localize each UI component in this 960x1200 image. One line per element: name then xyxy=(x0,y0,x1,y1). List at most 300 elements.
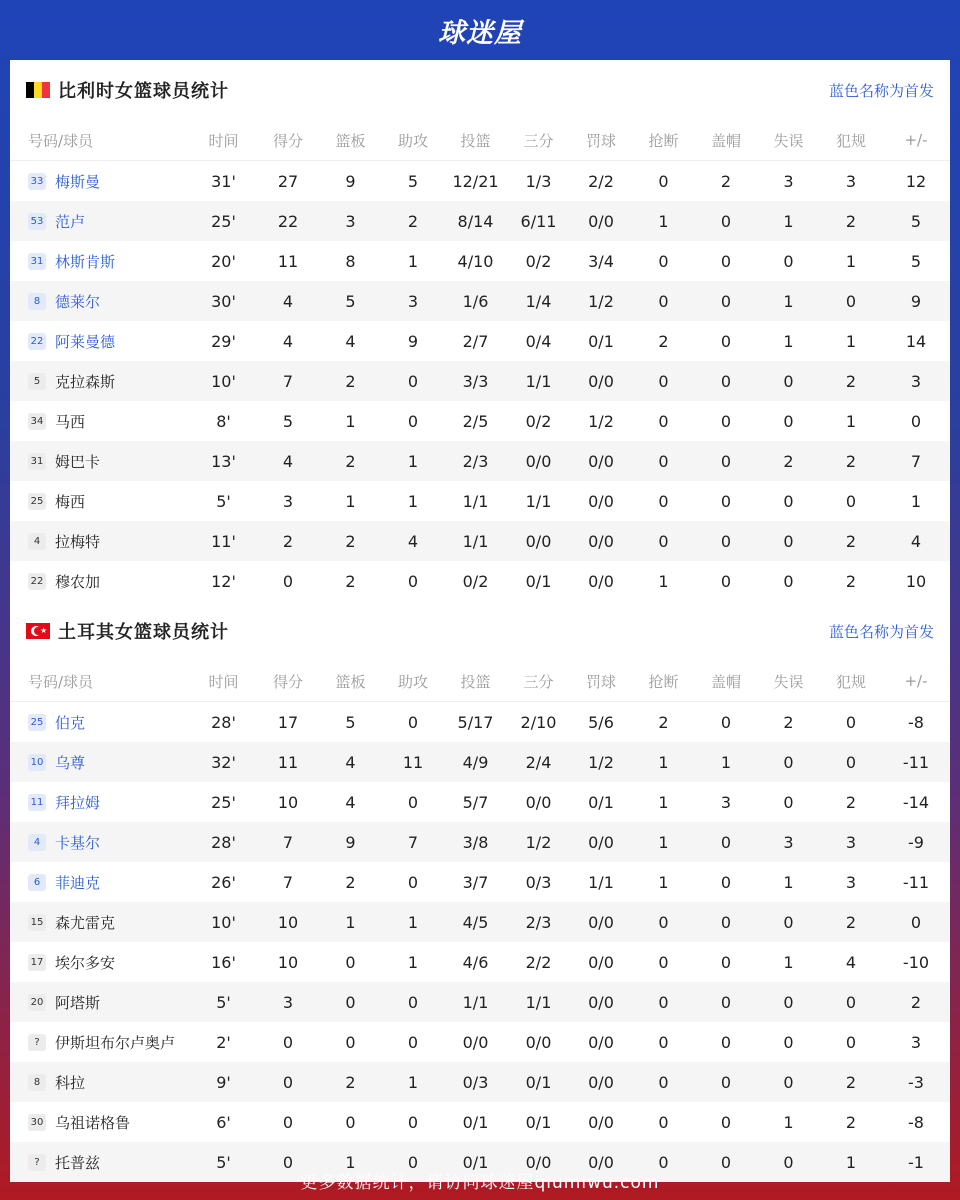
stat-cell: 0/0 xyxy=(570,441,632,481)
stat-cell: 10 xyxy=(257,902,319,942)
stat-cell: 0/1 xyxy=(588,792,614,812)
stat-cell: 7 xyxy=(257,822,319,862)
stat-cell: 1/1 xyxy=(525,491,552,511)
stat-cell: 0 xyxy=(345,952,356,972)
stat-cell: 0/0 xyxy=(588,571,614,591)
jersey-number-badge: 10 xyxy=(28,754,46,771)
stat-cell: 0 xyxy=(695,521,757,561)
stat-cell: 2 xyxy=(720,171,732,191)
stat-cell: 3 xyxy=(783,171,794,191)
player-cell xyxy=(10,481,190,521)
stat-cell: 8 xyxy=(345,251,356,271)
stat-cell: 2/3 xyxy=(507,902,570,942)
stat-cell: 0 xyxy=(783,1032,794,1052)
column-header: 投篮 xyxy=(444,661,507,702)
column-header: 罚球 xyxy=(570,120,632,161)
stat-cell: 1/3 xyxy=(525,171,552,191)
stat-cell: 0/0 xyxy=(570,201,632,241)
stat-cell: 1/1 xyxy=(444,521,507,561)
stat-cell: 7 xyxy=(382,822,444,862)
stat-cell: 5 xyxy=(345,712,356,732)
stat-cell: 2 xyxy=(882,982,950,1022)
stat-cell: 0 xyxy=(632,982,695,1022)
jersey-number-badge: 15 xyxy=(28,914,46,931)
column-header: 得分 xyxy=(257,661,319,702)
jersey-number-badge: 34 xyxy=(28,413,46,430)
stat-cell: 0 xyxy=(695,902,757,942)
stat-cell: 5' xyxy=(190,982,257,1022)
player-cell xyxy=(10,982,190,1022)
stat-cell: 0 xyxy=(783,491,794,511)
stat-cell: 2/5 xyxy=(462,411,489,431)
player-stats-table xyxy=(10,661,950,1182)
stat-cell: 0 xyxy=(695,982,757,1022)
stat-cell: 0 xyxy=(910,411,922,431)
stat-cell: 1 xyxy=(757,201,820,241)
player-cell xyxy=(10,822,190,862)
team-title: 比利时女篮球员统计 xyxy=(58,81,229,102)
section-header xyxy=(10,601,950,661)
column-header: 失误 xyxy=(757,661,820,702)
jersey-number-badge: 17 xyxy=(28,954,46,971)
stat-cell: 5' xyxy=(190,1142,257,1182)
stat-cell: -8 xyxy=(908,712,924,732)
stat-cell: 4 xyxy=(282,331,294,351)
stat-cell: 2/10 xyxy=(520,712,557,732)
stat-cell: 0/0 xyxy=(588,1112,614,1132)
stat-cell: 9 xyxy=(345,171,356,191)
stat-cell: 2 xyxy=(783,712,794,732)
stat-cell: 28' xyxy=(211,712,236,732)
column-header-player: 号码/球员 xyxy=(10,120,190,161)
stat-cell: 2/4 xyxy=(507,742,570,782)
stat-cell: 0 xyxy=(282,571,294,591)
stat-cell: 5 xyxy=(882,201,950,241)
column-header: 助攻 xyxy=(382,120,444,161)
stat-cell: 0 xyxy=(845,712,857,732)
stat-cell: 11 xyxy=(277,251,299,271)
stat-cell: 0/0 xyxy=(507,1142,570,1182)
stat-cell: 5/6 xyxy=(588,712,614,732)
stat-cell: 1 xyxy=(910,491,922,511)
player-name: 乌尊 xyxy=(55,753,86,772)
stat-cell: 3 xyxy=(845,872,857,892)
jersey-number-badge: 4 xyxy=(28,533,46,550)
player-cell xyxy=(10,441,190,481)
player-name: 阿莱曼德 xyxy=(55,332,116,351)
stat-cell: 0/0 xyxy=(570,822,632,862)
stat-cell: 3/8 xyxy=(444,822,507,862)
stat-cell: 0/4 xyxy=(525,331,552,351)
stat-cell: 1/1 xyxy=(507,982,570,1022)
stat-cell: 0 xyxy=(720,331,732,351)
stat-cell: 2 xyxy=(820,521,882,561)
jersey-number-badge: 25 xyxy=(28,493,46,510)
stat-cell: 0 xyxy=(658,1112,669,1132)
stat-cell: 1 xyxy=(783,952,794,972)
player-name: 托普兹 xyxy=(55,1153,101,1172)
player-name: 克拉森斯 xyxy=(55,372,116,391)
player-cell xyxy=(10,321,190,361)
table-row xyxy=(10,361,950,401)
stat-cell: 0 xyxy=(695,1142,757,1182)
stat-cell: 2/2 xyxy=(525,952,552,972)
stat-cell: 3 xyxy=(282,491,294,511)
player-cell xyxy=(10,281,190,321)
stat-cell: 9 xyxy=(882,281,950,321)
stat-cell: 0 xyxy=(783,251,794,271)
stat-cell: -14 xyxy=(902,792,930,812)
table-row xyxy=(10,782,950,822)
column-header: 盖帽 xyxy=(695,120,757,161)
stat-cell: 16' xyxy=(211,952,236,972)
player-name: 森尤雷克 xyxy=(55,913,116,932)
column-header: 篮板 xyxy=(319,661,382,702)
stat-cell: 1 xyxy=(820,1142,882,1182)
table-row xyxy=(10,521,950,561)
table-row xyxy=(10,822,950,862)
stat-cell: 1 xyxy=(407,491,419,511)
stat-cell: 1 xyxy=(658,571,669,591)
stat-cell: 12/21 xyxy=(452,171,499,191)
player-cell xyxy=(10,942,190,982)
stat-cell: 0 xyxy=(757,982,820,1022)
stat-cell: 5 xyxy=(282,411,294,431)
stat-cell: 17 xyxy=(277,712,299,732)
stat-cell: 26' xyxy=(211,872,236,892)
player-cell xyxy=(10,201,190,241)
stat-cell: 0/1 xyxy=(507,1062,570,1102)
stat-cell: 4 xyxy=(345,792,356,812)
stat-cell: 2 xyxy=(382,201,444,241)
stat-cell: 3/4 xyxy=(588,251,614,271)
stat-cell: 2/2 xyxy=(588,171,614,191)
stat-cell: 1 xyxy=(382,902,444,942)
jersey-number-badge: 22 xyxy=(28,333,46,350)
player-name: 伯克 xyxy=(55,713,86,732)
stat-cell: 0/0 xyxy=(570,361,632,401)
stat-cell: 1 xyxy=(319,902,382,942)
stat-cell: 14 xyxy=(905,331,927,351)
stat-cell: 4 xyxy=(345,331,356,351)
stat-cell: 0 xyxy=(632,521,695,561)
stat-cell: 31' xyxy=(211,171,236,191)
stat-cell: 29' xyxy=(211,331,236,351)
stat-cell: 2 xyxy=(820,1062,882,1102)
stat-cell: 0/0 xyxy=(588,1032,614,1052)
stat-cell: 7 xyxy=(257,361,319,401)
stat-cell: 1 xyxy=(695,742,757,782)
stat-cell: 1/1 xyxy=(444,982,507,1022)
player-cell xyxy=(10,902,190,942)
stat-cell: 2 xyxy=(345,571,356,591)
stat-cell: 5 xyxy=(407,171,419,191)
stat-cell: 0 xyxy=(845,1032,857,1052)
stat-cell: 4/10 xyxy=(457,251,494,271)
stat-cell: 0/0 xyxy=(570,521,632,561)
stat-cell: 0 xyxy=(632,1062,695,1102)
jersey-number-badge: ? xyxy=(28,1154,46,1171)
jersey-number-badge: 53 xyxy=(28,213,46,230)
player-name: 拉梅特 xyxy=(55,532,101,551)
player-name: 马西 xyxy=(55,412,86,431)
jersey-number-badge: 4 xyxy=(28,834,46,851)
stat-cell: 0 xyxy=(720,411,732,431)
stat-cell: 0 xyxy=(345,1112,356,1132)
stat-cell: 3/3 xyxy=(444,361,507,401)
table-row xyxy=(10,241,950,281)
column-header: 犯规 xyxy=(820,120,882,161)
player-name: 伊斯坦布尔卢奥卢 xyxy=(55,1033,176,1052)
site-logo: 球迷屋 xyxy=(438,17,522,49)
stat-cell: 0/2 xyxy=(525,411,552,431)
player-name: 埃尔多安 xyxy=(55,953,116,972)
stat-cell: 0/1 xyxy=(525,1112,552,1132)
stat-cell: 0 xyxy=(720,251,732,271)
jersey-number-badge: 31 xyxy=(28,453,46,470)
stat-cell: 0 xyxy=(632,441,695,481)
stat-cell: 0 xyxy=(257,1142,319,1182)
stat-cell: 4 xyxy=(845,952,857,972)
stat-cell: 0 xyxy=(695,441,757,481)
stat-cell: 0/1 xyxy=(588,331,614,351)
stat-cell: 0/0 xyxy=(507,521,570,561)
table-row xyxy=(10,742,950,782)
player-cell xyxy=(10,361,190,401)
player-cell xyxy=(10,742,190,782)
player-name: 梅西 xyxy=(55,492,86,511)
stat-cell: 0 xyxy=(757,902,820,942)
stat-cell: 0 xyxy=(757,1142,820,1182)
stat-cell: 4/9 xyxy=(444,742,507,782)
jersey-number-badge: 33 xyxy=(28,173,46,190)
starter-legend: 蓝色名称为首发 xyxy=(828,622,934,641)
footer-banner: 更多数据统计，请访问球迷屋qiumiwu.com xyxy=(300,1172,660,1193)
team-section-belgium xyxy=(10,60,950,601)
stat-cell: 1 xyxy=(345,491,356,511)
stat-cell: 0 xyxy=(695,1062,757,1102)
player-name: 拜拉姆 xyxy=(55,793,101,812)
player-name: 林斯肯斯 xyxy=(55,252,116,271)
table-row xyxy=(10,862,950,902)
player-name: 梅斯曼 xyxy=(55,172,101,191)
stat-cell: 0/0 xyxy=(462,1032,489,1052)
stat-cell: 2' xyxy=(216,1032,231,1052)
stat-cell: 1 xyxy=(632,201,695,241)
jersey-number-badge: 20 xyxy=(28,994,46,1011)
table-row xyxy=(10,1022,950,1062)
stat-cell: 0 xyxy=(720,1112,732,1132)
stat-cell: 1 xyxy=(407,251,419,271)
stat-cell: 0 xyxy=(407,1112,419,1132)
stat-cell: 0/0 xyxy=(525,792,552,812)
player-cell xyxy=(10,241,190,281)
stat-cell: 2 xyxy=(845,792,857,812)
section-header xyxy=(10,60,950,120)
stat-cell: 2/3 xyxy=(444,441,507,481)
column-header: 罚球 xyxy=(570,661,632,702)
stat-cell: 0 xyxy=(382,1142,444,1182)
stat-cell: 27 xyxy=(277,171,299,191)
stat-cell: 1 xyxy=(658,792,669,812)
player-name: 姆巴卡 xyxy=(55,452,101,471)
stat-cell: 0/1 xyxy=(462,1112,489,1132)
stat-cell: 10 xyxy=(277,952,299,972)
table-row xyxy=(10,942,950,982)
stat-cell: 1 xyxy=(783,331,794,351)
stat-cell: 5' xyxy=(216,491,231,511)
stat-cell: 2 xyxy=(658,712,669,732)
stat-cell: 1/2 xyxy=(507,822,570,862)
stat-cell: 11 xyxy=(382,742,444,782)
stat-cell: 0 xyxy=(720,571,732,591)
stat-cell: 0 xyxy=(757,361,820,401)
stat-cell: 10' xyxy=(190,361,257,401)
stat-cell: 1 xyxy=(845,411,857,431)
stat-cell: 0 xyxy=(632,361,695,401)
stat-cell: 1/2 xyxy=(570,281,632,321)
stat-cell: 1 xyxy=(783,1112,794,1132)
stat-cell: 9' xyxy=(190,1062,257,1102)
stat-cell: 0 xyxy=(319,982,382,1022)
team-title: 土耳其女篮球员统计 xyxy=(58,622,229,643)
stat-cell: 1 xyxy=(632,822,695,862)
stat-cell: 0 xyxy=(407,872,419,892)
stat-cell: 30' xyxy=(190,281,257,321)
jersey-number-badge: 6 xyxy=(28,874,46,891)
belgium-flag-icon xyxy=(26,82,50,98)
stat-cell: 32' xyxy=(190,742,257,782)
stat-cell: 2 xyxy=(820,902,882,942)
stat-cell: 1 xyxy=(845,331,857,351)
stat-cell: 1 xyxy=(319,1142,382,1182)
column-header: 犯规 xyxy=(820,661,882,702)
stat-cell: 2 xyxy=(820,441,882,481)
stat-cell: 13' xyxy=(190,441,257,481)
table-row xyxy=(10,481,950,521)
stat-cell: 5/7 xyxy=(462,792,489,812)
stat-cell: 10 xyxy=(905,571,927,591)
stat-cell: 0 xyxy=(882,902,950,942)
jersey-number-badge: 11 xyxy=(28,794,46,811)
stat-cell: 0 xyxy=(720,952,732,972)
stat-cell: 0/1 xyxy=(444,1142,507,1182)
stat-cell: 20' xyxy=(211,251,236,271)
stat-cell: 0 xyxy=(757,1062,820,1102)
stat-cell: -8 xyxy=(908,1112,924,1132)
stat-cell: 1 xyxy=(382,1062,444,1102)
player-stats-table xyxy=(10,120,950,601)
starter-legend: 蓝色名称为首发 xyxy=(828,81,934,100)
stat-cell: 0 xyxy=(820,742,882,782)
stat-cell: 12 xyxy=(905,171,927,191)
stat-cell: 0 xyxy=(407,792,419,812)
stat-cell: 2 xyxy=(820,201,882,241)
stat-cell: 2 xyxy=(757,441,820,481)
turkey-flag-icon: ★ xyxy=(26,623,50,639)
stat-cell: 0/0 xyxy=(570,902,632,942)
section-title-group xyxy=(26,618,229,644)
table-row xyxy=(10,902,950,942)
player-cell xyxy=(10,521,190,561)
column-header: 盖帽 xyxy=(695,661,757,702)
stat-cell: 0 xyxy=(282,1032,294,1052)
stat-cell: 3 xyxy=(910,1032,922,1052)
stat-cell: 2 xyxy=(319,361,382,401)
jersey-number-badge: 8 xyxy=(28,293,46,310)
stat-cell: 0 xyxy=(658,411,669,431)
stat-cell: 0 xyxy=(720,1032,732,1052)
jersey-number-badge: 22 xyxy=(28,573,46,590)
player-cell xyxy=(10,401,190,441)
stat-cell: 2 xyxy=(257,521,319,561)
stat-cell: 0/0 xyxy=(570,1142,632,1182)
stat-cell: 8' xyxy=(216,411,231,431)
column-header: 失误 xyxy=(757,120,820,161)
stat-cell: 0 xyxy=(658,952,669,972)
stat-cell: 1/6 xyxy=(444,281,507,321)
stat-cell: 4 xyxy=(257,281,319,321)
player-cell xyxy=(10,782,190,822)
column-header: 抢断 xyxy=(632,661,695,702)
stat-cell: 4 xyxy=(882,521,950,561)
table-row xyxy=(10,561,950,601)
stat-cell: 4/6 xyxy=(462,952,489,972)
stat-cell: 10' xyxy=(190,902,257,942)
stat-cell: 0 xyxy=(757,521,820,561)
stat-cell: 0/3 xyxy=(525,872,552,892)
stat-cell: 2 xyxy=(319,441,382,481)
stat-cell: 0 xyxy=(407,712,419,732)
stat-cell: 0 xyxy=(757,742,820,782)
player-name: 卡基尔 xyxy=(55,833,101,852)
stat-cell: 0 xyxy=(382,982,444,1022)
table-row xyxy=(10,161,950,202)
player-name: 乌祖诺格鲁 xyxy=(55,1113,131,1132)
stat-cell: 5 xyxy=(319,281,382,321)
stat-cell: 0 xyxy=(345,1032,356,1052)
stat-cell: 3 xyxy=(319,201,382,241)
stat-cell: 3 xyxy=(757,822,820,862)
stat-cell: 3 xyxy=(845,171,857,191)
stat-cell: 0/2 xyxy=(525,251,552,271)
player-cell xyxy=(10,1022,190,1062)
column-header-player: 号码/球员 xyxy=(10,661,190,702)
stat-cell: 8/14 xyxy=(444,201,507,241)
stat-cell: 2 xyxy=(845,1112,857,1132)
stat-cell: 0 xyxy=(845,491,857,511)
stat-cell: 12' xyxy=(211,571,236,591)
stat-cell: 4 xyxy=(319,742,382,782)
column-header: 时间 xyxy=(190,120,257,161)
stat-cell: -10 xyxy=(902,952,930,972)
player-name: 菲迪克 xyxy=(55,873,101,892)
column-header: 三分 xyxy=(507,661,570,702)
stat-cell: 1 xyxy=(407,952,419,972)
stat-cell: 0/0 xyxy=(525,1032,552,1052)
stat-cell: 0 xyxy=(695,281,757,321)
stat-cell: 2 xyxy=(658,331,669,351)
stat-cell: 1 xyxy=(658,872,669,892)
jersey-number-badge: 5 xyxy=(28,373,46,390)
stat-cell: 0 xyxy=(695,822,757,862)
stat-cell: -9 xyxy=(882,822,950,862)
stat-cell: 0/0 xyxy=(570,1062,632,1102)
stat-cell: 0 xyxy=(658,171,669,191)
stat-cell: 7 xyxy=(282,872,294,892)
table-row xyxy=(10,281,950,321)
stat-cell: 3/7 xyxy=(462,872,489,892)
